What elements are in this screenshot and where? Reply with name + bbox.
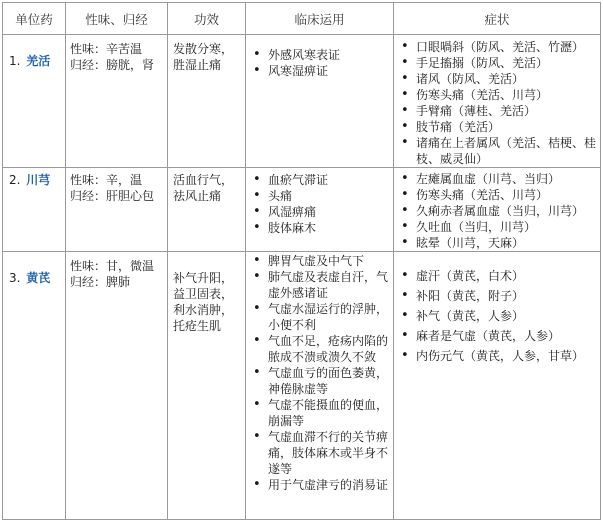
list-item: • 久痢赤者属血虚（当归，川芎）	[394, 203, 600, 219]
symptoms-cell	[394, 168, 601, 252]
list-item: • 肢节痛（羌活）	[394, 119, 600, 135]
list-item: • 肢体麻木	[246, 220, 393, 236]
list-item: • 麻者是气虚（黄芪，人参）	[394, 328, 600, 344]
nature-line: 性味：辛，温	[70, 173, 143, 187]
list-item: • 用于气虚津亏的消易证	[246, 477, 393, 493]
list-item: • 诸风（防风、羌活）	[394, 71, 600, 87]
list-item: • 气血不足，疮疡内陷的脓成不溃或溃久不敛	[246, 333, 393, 365]
nature-cell	[66, 252, 168, 520]
list-item: • 口眼喎斜（防风、羌活、竹瀝）	[394, 39, 600, 55]
list-item: • 左瘫属血虚（川芎、当归）	[394, 171, 600, 187]
list-item: • 肺气虚及表虚自汗，气虚外感诸证	[246, 269, 393, 301]
list-item: • 眩晕（川芎，天麻）	[394, 235, 600, 251]
list-item: • 脾胃气虚及中气下	[246, 253, 393, 269]
effect-line: 发散分寒，	[173, 42, 234, 56]
list-item: • 伤寒头痛（羌活、川芎）	[394, 87, 600, 103]
list-item: • 久吐血（当归，川芎）	[394, 219, 600, 235]
list-item: • 内伤元气（黄芪，人参，甘草）	[394, 348, 600, 364]
clinical-cell	[246, 168, 394, 252]
effect-line: 利水消肿，	[173, 303, 234, 317]
table-row	[3, 168, 601, 252]
effect-line: 托疮生肌	[173, 319, 222, 333]
header-nature: 性味、归经	[66, 3, 168, 35]
symptoms-cell	[394, 35, 601, 168]
header-effect: 功效	[168, 3, 246, 35]
list-item: • 外感风寒表证	[246, 47, 393, 63]
effect-line: 补气升阳，	[173, 271, 234, 285]
table-row	[3, 252, 601, 520]
row-number: 2.	[9, 173, 21, 187]
header-symptoms: 症状	[394, 3, 601, 35]
herb-name: 黄芪	[26, 271, 51, 285]
clinical-cell	[246, 252, 394, 520]
nature-cell	[66, 168, 168, 252]
effect-line: 祛风止痛	[173, 189, 222, 203]
header-clinical: 临床运用	[246, 3, 394, 35]
list-item: • 血瘀气滞证	[246, 172, 393, 188]
nature-line: 性味：辛苦温	[70, 42, 143, 56]
list-item: • 伤寒头痛（羌活、川芎）	[394, 187, 600, 203]
herb-name: 羌活	[26, 54, 51, 68]
clinical-cell	[246, 35, 394, 168]
list-item: • 气虚水湿运行的浮肿，小便不利	[246, 301, 393, 333]
list-item: • 补阳（黄芪，附子）	[394, 288, 600, 304]
list-item: • 气虚不能摄血的便血，崩漏等	[246, 397, 393, 429]
list-item: • 手足搐搦（防风、羌活）	[394, 55, 600, 71]
herb-cell	[3, 35, 66, 168]
effect-cell	[168, 35, 246, 168]
list-item: • 气虚血亏的面色萎黄，神倦脉虚等	[246, 365, 393, 397]
effect-cell	[168, 252, 246, 520]
nature-line: 性味：甘，微温	[70, 259, 155, 273]
effect-line: 胜湿止痛	[173, 58, 222, 72]
list-item: • 气虚血滞不行的关节痹痛，肢体麻木或半身不遂等	[246, 429, 393, 477]
row-number: 3.	[9, 271, 21, 285]
list-item: • 虚汗（黄芪，白术）	[394, 268, 600, 284]
symptoms-cell	[394, 252, 601, 520]
herb-cell	[3, 168, 66, 252]
herb-table	[2, 2, 601, 520]
effect-line: 益卫固表，	[173, 287, 234, 301]
list-item: • 诸痛在上者属风（羌活、桔梗、桂枝、威灵仙）	[394, 135, 600, 167]
channel-line: 归经：膀胱，肾	[70, 58, 155, 72]
list-item: • 手臂痛（薄桂、羌活）	[394, 103, 600, 119]
list-item: • 补气（黄芪，人参）	[394, 308, 600, 324]
header-row	[3, 3, 601, 35]
list-item: • 头痛	[246, 188, 393, 204]
list-item: • 风寒湿痹证	[246, 63, 393, 79]
effect-line: 活血行气，	[173, 173, 234, 187]
herb-name: 川芎	[26, 173, 51, 187]
header-herb: 单位药	[3, 3, 66, 35]
herb-cell	[3, 252, 66, 520]
effect-cell	[168, 168, 246, 252]
channel-line: 归经：肝胆心包	[70, 189, 155, 203]
row-number: 1.	[9, 54, 21, 68]
nature-cell	[66, 35, 168, 168]
channel-line: 归经：脾肺	[70, 275, 131, 289]
table-row	[3, 35, 601, 168]
list-item: • 风湿痹痛	[246, 204, 393, 220]
